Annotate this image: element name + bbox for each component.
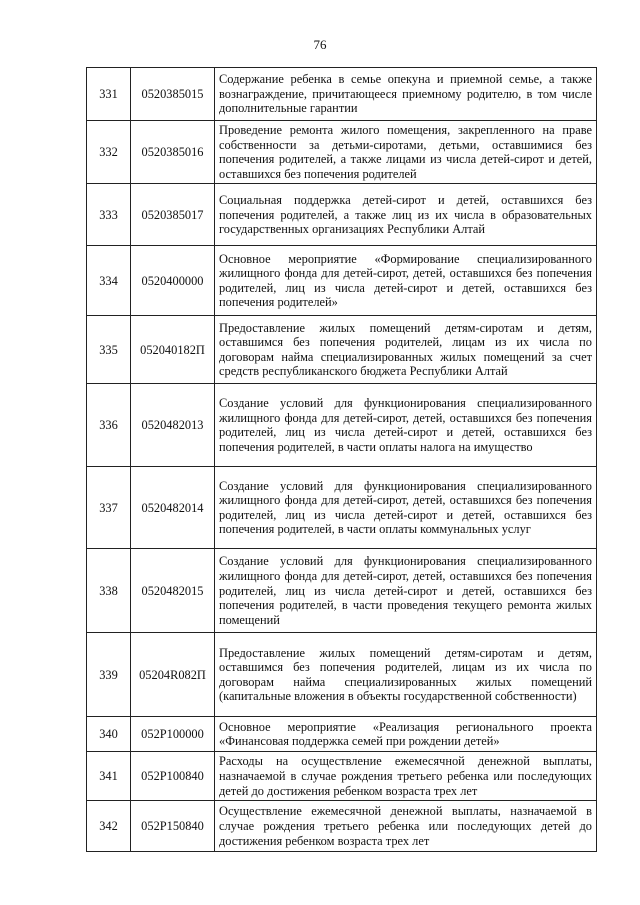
row-code: 0520482013 [131,384,215,467]
row-code: 05204R082П [131,633,215,717]
row-number: 337 [87,467,131,549]
row-description: Создание условий для функционирования специализированного жилищного фонда для детей-сирот, детей, оставшихся без попечения родителей, лиц из числа детей-сирот и детей, оставшихся без попечения родителей, в части оплаты коммунальных услуг [215,467,597,549]
row-number: 331 [87,68,131,121]
table-row [87,752,597,801]
row-code: 052P150840 [131,801,215,852]
table-row [87,184,597,246]
row-number: 333 [87,184,131,246]
row-number: 339 [87,633,131,717]
row-number: 332 [87,121,131,184]
row-description: Расходы на осуществление ежемесячной денежной выплаты, назначаемой в случае рождения третьего ребенка или последующих детей до достижения ребенком возраста трех лет [215,752,597,801]
row-description: Социальная поддержка детей-сирот и детей, оставшихся без попечения родителей, а также лиц из их числа в образовательных государственных организациях Республики Алтай [215,184,597,246]
table-row [87,717,597,752]
row-code: 052P100840 [131,752,215,801]
table-row [87,549,597,633]
row-description: Проведение ремонта жилого помещения, закрепленного на праве собственности за детьми-сиротами, детьми, оставшимися без попечения родителей, а также лицами из числа детей-сирот и детей, оставшихся без попечения родителей [215,121,597,184]
row-code: 0520385016 [131,121,215,184]
table-row [87,633,597,717]
budget-codes-table [86,67,597,852]
row-description: Содержание ребенка в семье опекуна и приемной семье, а также вознаграждение, причитающееся приемному родителю, в том числе дополнительные гарантии [215,68,597,121]
row-description: Предоставление жилых помещений детям-сиротам и детям, оставшимся без попечения родителей, лицам из их числа по договорам найма специализированных жилых помещений (капитальные вложения в объекты государственной собственности) [215,633,597,717]
row-number: 334 [87,246,131,316]
row-number: 335 [87,316,131,384]
row-description: Создание условий для функционирования специализированного жилищного фонда для детей-сирот, детей, оставшихся без попечения родителей, лиц из числа детей-сирот и детей, оставшихся без попечения родителей, в части оплаты налога на имущество [215,384,597,467]
table-row [87,246,597,316]
row-description: Основное мероприятие «Реализация регионального проекта «Финансовая поддержка семей при рождении детей» [215,717,597,752]
row-code: 0520385017 [131,184,215,246]
row-number: 336 [87,384,131,467]
row-description: Осуществление ежемесячной денежной выплаты, назначаемой в случае рождения третьего ребенка или последующих детей до достижения ребенком возраста трех лет [215,801,597,852]
row-description: Предоставление жилых помещений детям-сиротам и детям, оставшимся без попечения родителей, лицам из их числа по договорам найма специализированных жилых помещений за счет средств республиканского бюджета Республики Алтай [215,316,597,384]
row-description: Основное мероприятие «Формирование специализированного жилищного фонда для детей-сирот, детей, оставшихся без попечения родителей, лиц из числа детей-сирот и детей, оставшихся без попечения родителей» [215,246,597,316]
table-row [87,384,597,467]
row-number: 338 [87,549,131,633]
table-row [87,121,597,184]
table-row [87,68,597,121]
row-description: Создание условий для функционирования специализированного жилищного фонда для детей-сирот, детей, оставшихся без попечения родителей, лиц из числа детей-сирот и детей, оставшихся без попечения родителей, в части проведения текущего ремонта жилых помещений [215,549,597,633]
row-code: 052P100000 [131,717,215,752]
row-number: 340 [87,717,131,752]
row-number: 341 [87,752,131,801]
page-number: 76 [313,37,327,52]
table-row [87,801,597,852]
table-row [87,316,597,384]
row-code: 0520385015 [131,68,215,121]
row-number: 342 [87,801,131,852]
row-code: 0520400000 [131,246,215,316]
row-code: 0520482014 [131,467,215,549]
row-code: 0520482015 [131,549,215,633]
table-row [87,467,597,549]
row-code: 052040182П [131,316,215,384]
